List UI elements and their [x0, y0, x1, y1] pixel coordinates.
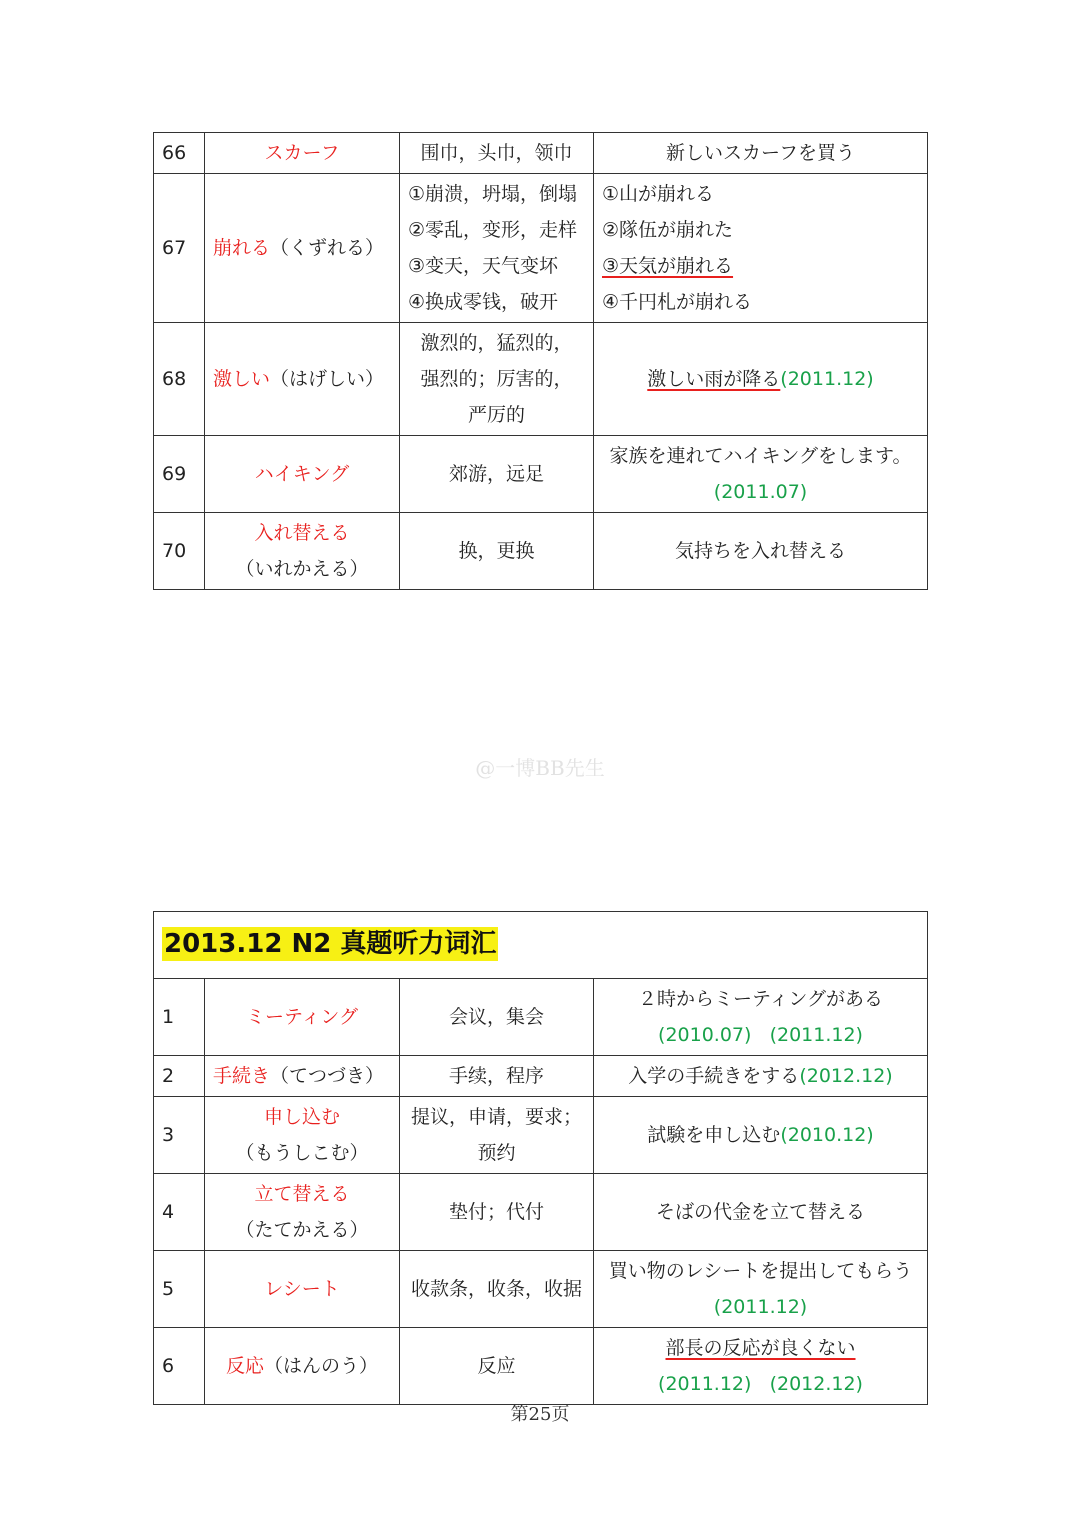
reading: （てつづき）: [270, 1065, 385, 1087]
meaning: 换，更换: [400, 513, 594, 590]
example-sentence: ①山が崩れる ②隊伍が崩れた ③天気が崩れる ④千円札が崩れる: [594, 174, 928, 323]
reading: （くずれる）: [270, 237, 385, 259]
example-sentence: 買い物のレシートを提出してもらう (2011.12): [594, 1251, 928, 1328]
row-number: 66: [154, 133, 205, 174]
example-sentence: 新しいスカーフを買う: [594, 133, 928, 174]
meaning: ①崩溃，坍塌，倒塌 ②零乱，变形，走样 ③变天，天气变坏 ④换成零钱，破开: [400, 174, 594, 323]
table-row: [154, 1056, 928, 1097]
row-number: 2: [154, 1056, 205, 1097]
row-number: 68: [154, 323, 205, 436]
table-header-row: [154, 912, 928, 979]
meaning: 反应: [400, 1328, 594, 1405]
year-tag: (2010.07) (2011.12): [658, 1024, 863, 1046]
example-sentence: 試験を申し込む(2010.12): [594, 1097, 928, 1174]
table-row: [154, 979, 928, 1056]
row-number: 69: [154, 436, 205, 513]
table-row: [154, 323, 928, 436]
reading: （はんのう）: [264, 1355, 379, 1377]
meaning: 手续，程序: [400, 1056, 594, 1097]
vocab-table-2: [153, 911, 928, 1405]
row-number: 3: [154, 1097, 205, 1174]
page-number: 第25页: [510, 1404, 570, 1425]
row-number: 6: [154, 1328, 205, 1405]
meaning: 垫付；代付: [400, 1174, 594, 1251]
year-tag: (2011.12): [713, 1296, 808, 1318]
reading: （いれかえる）: [235, 558, 369, 580]
meaning: 郊游，远足: [400, 436, 594, 513]
table-row: [154, 513, 928, 590]
vocab-word: ミーティング: [205, 979, 400, 1056]
vocab-word: 申し込む （もうしこむ）: [205, 1097, 400, 1174]
table-row: [154, 133, 928, 174]
row-number: 1: [154, 979, 205, 1056]
watermark: @一博BB先生: [475, 756, 605, 780]
example-sentence: 部長の反応が良くない (2011.12) (2012.12): [594, 1328, 928, 1405]
year-tag: (2011.12): [780, 368, 874, 390]
vocab-word: 手続き（てつづき）: [205, 1056, 400, 1097]
vocab-table-1: [153, 132, 928, 590]
meaning: 激烈的，猛烈的， 强烈的；厉害的， 严厉的: [400, 323, 594, 436]
vocab-word: 激しい（はげしい）: [205, 323, 400, 436]
vocab-word: 崩れる（くずれる）: [205, 174, 400, 323]
row-number: 4: [154, 1174, 205, 1251]
row-number: 67: [154, 174, 205, 323]
table-row: [154, 174, 928, 323]
section-title: 2013.12 N2 真题听力词汇: [154, 912, 928, 979]
example-sentence: 入学の手続きをする(2012.12): [594, 1056, 928, 1097]
example-sentence: 気持ちを入れ替える: [594, 513, 928, 590]
vocab-word: 入れ替える （いれかえる）: [205, 513, 400, 590]
example-sentence: 激しい雨が降る(2011.12): [594, 323, 928, 436]
vocab-word: スカーフ: [205, 133, 400, 174]
table-row: [154, 1328, 928, 1405]
table-row: [154, 1174, 928, 1251]
example-sentence: 家族を連れてハイキングをします。 (2011.07): [594, 436, 928, 513]
row-number: 70: [154, 513, 205, 590]
vocab-word: 反応（はんのう）: [205, 1328, 400, 1405]
year-tag: (2011.07): [713, 481, 808, 503]
meaning: 围巾，头巾，领巾: [400, 133, 594, 174]
vocab-word: ハイキング: [205, 436, 400, 513]
meaning: 会议，集会: [400, 979, 594, 1056]
table-row: [154, 1097, 928, 1174]
year-tag: (2011.12) (2012.12): [658, 1373, 863, 1395]
table-row: [154, 436, 928, 513]
vocab-word: レシート: [205, 1251, 400, 1328]
meaning: 收款条，收条，收据: [400, 1251, 594, 1328]
reading: （はげしい）: [270, 368, 385, 390]
example-sentence: ２時からミーティングがある (2010.07) (2011.12): [594, 979, 928, 1056]
row-number: 5: [154, 1251, 205, 1328]
example-sentence: そばの代金を立て替える: [594, 1174, 928, 1251]
vocab-word: 立て替える （たてかえる）: [205, 1174, 400, 1251]
meaning: 提议，申请，要求； 预约: [400, 1097, 594, 1174]
year-tag: (2010.12): [780, 1124, 874, 1146]
reading: （もうしこむ）: [235, 1142, 369, 1164]
reading: （たてかえる）: [235, 1219, 369, 1241]
year-tag: (2012.12): [799, 1065, 893, 1087]
table-row: [154, 1251, 928, 1328]
